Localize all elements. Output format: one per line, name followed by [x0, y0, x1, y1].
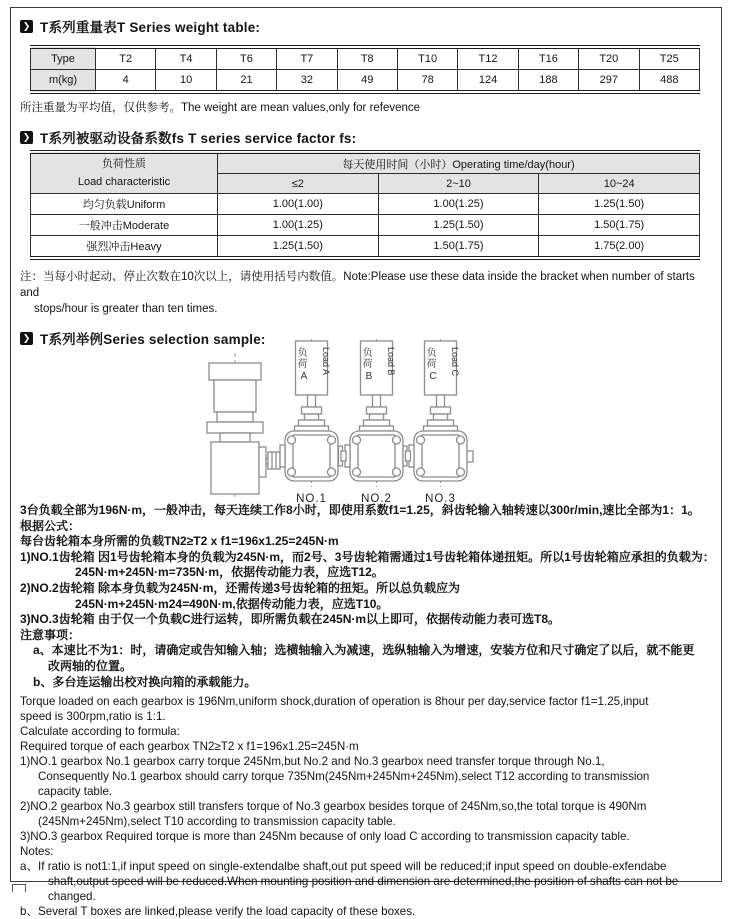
cn-line-3: 1)NO.1齿轮箱 因1号齿轮箱本身的负载为245N·m，而2号、3号齿轮箱需通过1号齿轮箱体递扭矩。所以1号齿轮箱应承担的负载为： — [20, 549, 715, 564]
calculation-text-cn — [20, 503, 715, 690]
weight-table-row-0 — [31, 47, 700, 70]
weight-cell: 297 — [579, 70, 639, 93]
load-characteristic-en: Load characteristic — [77, 175, 171, 188]
factor-value-cell: 1.00(1.25) — [218, 215, 379, 236]
section-sample-title: T系列举例Series selection sample: — [40, 332, 266, 347]
en-line-2: Calculate according to formula: — [20, 725, 180, 739]
weight-cell: T12 — [458, 47, 518, 70]
section-factor-title: T系列被驱动设备系数fs T series service factor fs: — [40, 131, 357, 146]
cn-line-0: 3台负载全部为196N·m，一般冲击，每天连续工作8小时，即使用系数f1=1.25，斜齿轮输入轴转速以300r/min,速比全部为1：1。 — [20, 503, 700, 517]
weight-table-note: 所注重量为平均值，仅供参考。The weight are mean values,only for refevence — [20, 102, 421, 114]
weight-cell: T16 — [518, 47, 578, 70]
load-c-label-cn: 负 荷 C — [426, 348, 437, 382]
factor-value-cell: 1.50(1.75) — [378, 236, 539, 259]
time-col-2: 2~10 — [378, 174, 539, 194]
factor-value-cell: 1.00(1.00) — [218, 194, 379, 215]
load-a-label-cn: 负 荷 A — [297, 348, 308, 382]
weight-cell: T4 — [156, 47, 216, 70]
factor-value-cell: 1.25(1.50) — [539, 194, 700, 215]
en-line-13: changed. — [48, 890, 96, 904]
weight-table — [30, 45, 700, 94]
gearbox-train-drawing — [180, 339, 490, 509]
cn-line-1: 根据公式： — [20, 518, 81, 533]
cn-line-5: 2)NO.2齿轮箱 除本身负载为245N·m，还需传递3号齿轮箱的扭矩。所以总负载应为 — [20, 580, 461, 595]
weight-row-label: m(kg) — [31, 70, 96, 93]
load-type-cell: 一般冲击Moderate — [31, 215, 218, 236]
time-col-1: ≤2 — [218, 174, 379, 194]
weight-cell: T25 — [639, 47, 699, 70]
weight-cell: 488 — [639, 70, 699, 93]
chevron-right-icon: ❯ — [20, 20, 33, 33]
load-b-label-cn: 负 荷 B — [362, 348, 373, 382]
factor-value-cell: 1.25(1.50) — [218, 236, 379, 259]
cn-line-11: b、多台连运输出校对换向箱的承载能力。 — [33, 674, 257, 689]
en-line-11: a、If ratio is not1:1,if input speed on single-extendalbe shaft,out put speed will be reduced;if input speed on double-exfendabe — [20, 860, 667, 874]
weight-cell: 78 — [397, 70, 457, 93]
gearbox-2-label: NO.2 — [361, 493, 392, 505]
weight-row-label: Type — [31, 47, 96, 70]
factor-table-row-0 — [31, 194, 700, 215]
weight-cell: 49 — [337, 70, 397, 93]
cn-line-2: 每台齿轮箱本身所需的负载TN2≥T2 x f1=196x1.25=245N·m — [20, 534, 339, 549]
load-b-label-en: Load B — [386, 347, 396, 376]
page-corner-mark — [12, 884, 26, 892]
en-line-1: speed is 300rpm,ratio is 1:1. — [20, 710, 166, 724]
en-line-5: Consequently No.1 gearbox should carry torque 735Nm(245Nm+245Nm+245Nm),select T12 according to transmission — [38, 770, 650, 784]
cn-line-6: 245N·m+245N·m24=490N·m,依据传动能力表，应选T10。 — [75, 596, 389, 611]
motor-drawing — [207, 353, 280, 499]
chevron-right-icon: ❯ — [20, 332, 33, 345]
section-weight-title: T系列重量表T Series weight table: — [40, 20, 261, 35]
cn-line-7: 3)NO.3齿轮箱 由于仅一个负载C进行运转，即所需负载在245N·m以上即可，依据传动能力表可选T8。 — [20, 612, 561, 627]
cn-line-9: a、本速比不为1：时，请确定或告知输入轴；选横轴输入为减速，选纵轴输入为增速，安装方位和尺寸确定了以后，就不能更 — [33, 643, 695, 658]
weight-cell: 10 — [156, 70, 216, 93]
load-characteristic-cn: 负荷性质 — [102, 158, 146, 171]
factor-value-cell: 1.50(1.75) — [539, 215, 700, 236]
load-characteristic-header — [31, 152, 218, 194]
weight-cell: 4 — [96, 70, 156, 93]
en-line-3: Required torque of each gearbox TN2≥T2 x f1=196x1.25=245N·m — [20, 740, 359, 754]
factor-value-cell: 1.25(1.50) — [378, 215, 539, 236]
gearbox-1-label: NO.1 — [296, 493, 327, 505]
weight-cell: T2 — [96, 47, 156, 70]
en-line-10: Notes: — [20, 845, 54, 859]
weight-cell: T10 — [397, 47, 457, 70]
bracket-note-line-2: stops/hour is greater than ten times. — [34, 303, 218, 315]
en-line-14: b、Several T boxes are linked,please verify the load capacity of these boxes. — [20, 905, 416, 919]
factor-header-row-1 — [31, 152, 700, 174]
gearbox-3-label: NO.3 — [425, 493, 456, 505]
chevron-right-icon: ❯ — [20, 131, 33, 144]
weight-table-row-1 — [31, 70, 700, 93]
weight-cell: 21 — [216, 70, 276, 93]
section-factor-header — [20, 128, 708, 146]
load-type-cell: 均匀负载Uniform — [31, 194, 218, 215]
cn-line-8: 注意事项： — [20, 627, 81, 642]
weight-cell: T7 — [277, 47, 337, 70]
bracket-note — [20, 269, 708, 317]
weight-cell: 124 — [458, 70, 518, 93]
time-col-3: 10~24 — [539, 174, 700, 194]
factor-value-cell: 1.75(2.00) — [539, 236, 700, 259]
calculation-text-en — [20, 694, 708, 919]
load-c-label-en: Load C — [450, 347, 460, 377]
en-line-9: 3)NO.3 gearbox Required torque is more than 245Nm because of only load C according to transmission capacity table. — [20, 830, 630, 844]
weight-cell: T6 — [216, 47, 276, 70]
service-factor-table — [30, 150, 700, 260]
factor-table-row-1 — [31, 215, 700, 236]
selection-sample-diagram — [20, 339, 708, 505]
en-line-4: 1)NO.1 gearbox No.1 gearbox carry torque 245Nm,but No.2 and No.3 gearbox need transfer torque through No.1, — [20, 755, 605, 769]
en-line-6: capacity table. — [38, 785, 113, 799]
weight-table-body — [31, 47, 700, 92]
load-type-cell: 强烈冲击Heavy — [31, 236, 218, 259]
section-weight-header — [20, 17, 708, 35]
en-line-0: Torque loaded on each gearbox is 196Nm,uniform shock,duration of operation is 8hour per day,service factor f1=1.25,input — [20, 695, 649, 709]
en-line-7: 2)NO.2 gearbox No.3 gearbox still transfers torque of No.3 gearbox besides torque of 245Nm,so,the total torque is 490Nm — [20, 800, 647, 814]
weight-cell: 188 — [518, 70, 578, 93]
cn-line-10: 改两轴的位置。 — [48, 658, 133, 673]
bracket-note-line-1: 注：当每小时起动、停止次数在10次以上，请使用括号内数值。Note:Please use these data inside the bracket when number of starts and — [20, 271, 695, 299]
cn-line-4: 245N·m+245N·m=735N·m，依据传动能力表，应选T12。 — [75, 565, 384, 580]
load-a-label-en: Load A — [321, 347, 331, 376]
operating-time-header: 每天使用时间（小时）Operating time/day(hour) — [218, 152, 700, 174]
weight-cell: 32 — [277, 70, 337, 93]
en-line-12: shaft,output speed will be reduced.When mounting position and dimension are determined,the position of shafts can not be — [48, 875, 679, 889]
factor-table-body — [31, 152, 700, 258]
weight-cell: T20 — [579, 47, 639, 70]
en-line-8: (245Nm+245Nm),select T10 according to transmission capacity table. — [38, 815, 396, 829]
weight-cell: T8 — [337, 47, 397, 70]
factor-table-row-2 — [31, 236, 700, 259]
factor-value-cell: 1.00(1.25) — [378, 194, 539, 215]
